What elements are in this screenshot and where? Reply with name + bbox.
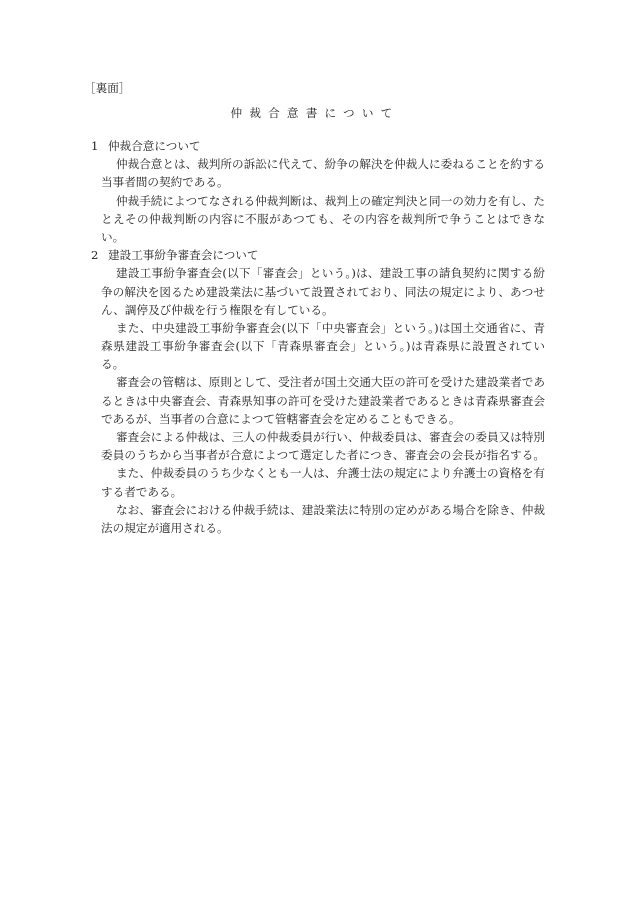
paragraph-line: 仲裁合意とは、裁判所の訴訟に代えて、紛争の解決を仲裁人に委ねることを約する: [116, 157, 545, 172]
paragraph-line: する者である。: [101, 484, 183, 499]
paragraph: [101, 428, 546, 464]
paragraph-line: 争の解決を図るため建設業法に基づいて設置されており、同法の規定により、あつせ: [101, 284, 545, 299]
paragraph-line: 建設工事紛争審査会(以下「審査会」という。)は、建設工事の請負契約に関する紛: [116, 266, 545, 281]
paragraph-line: 法の規定が適用される。: [101, 520, 229, 535]
paragraph-line: る。: [101, 357, 125, 372]
document-title: 仲裁合意書について: [230, 106, 400, 120]
section-heading-1: [91, 137, 546, 155]
paragraph-line: また、中央建設工事紛争審査会(以下「中央審査会」という。)は国土交通省に、青: [116, 320, 545, 335]
paragraph: [101, 264, 546, 319]
document-body: [91, 137, 546, 537]
paragraph-line: るときは中央審査会、青森県知事の許可を受けた建設業者であるときは青森県審査会: [101, 393, 545, 408]
section-heading-text: 建設工事紛争審査会について: [108, 248, 259, 263]
paragraph-line: 審査会の管轄は、原則として、受注者が国土交通大臣の許可を受けた建設業者であ: [116, 375, 545, 390]
paragraph: [101, 464, 546, 500]
page-side-label: ［裏面］: [84, 81, 131, 95]
paragraph-line: また、仲裁委員のうち少なくとも一人は、弁護士法の規定により弁護士の資格を有: [116, 466, 545, 481]
paragraph-line: 当事者間の契約である。: [101, 175, 229, 190]
paragraph: [101, 192, 546, 247]
section-number: 2: [91, 248, 99, 263]
section-number: 1: [91, 139, 99, 153]
paragraph-line: なお、審査会における仲裁手続は、建設業法に特別の定めがある場合を除き、仲裁: [116, 502, 545, 517]
paragraph-line: であるが、当事者の合意によつて管轄審査会を定めることもできる。: [101, 411, 461, 426]
paragraph: [101, 373, 546, 428]
paragraph-line: ん、調停及び仲裁を行う権限を有している。: [101, 302, 334, 317]
paragraph: [101, 501, 546, 537]
paragraph-line: 仲裁手続によつてなされる仲裁判断は、裁判上の確定判決と同一の効力を有し、た: [116, 193, 545, 208]
section-heading-2: [91, 246, 546, 264]
paragraph: [101, 155, 546, 191]
paragraph-line: い。: [101, 229, 125, 244]
paragraph-line: 委員のうちから当事者が合意によつて選定した者につき、審査会の会長が指名する。: [101, 448, 545, 463]
section-heading-text: 仲裁合意について: [108, 139, 201, 153]
paragraph: [101, 319, 546, 374]
paragraph-line: とえその仲裁判断の内容に不服があつても、その内容を裁判所で争うことはできな: [101, 211, 545, 226]
paragraph-line: 審査会による仲裁は、三人の仲裁委員が行い、仲裁委員は、審査会の委員又は特別: [116, 430, 545, 444]
paragraph-line: 森県建設工事紛争審査会(以下「青森県審査会」という。)は青森県に設置されてい: [101, 339, 545, 354]
